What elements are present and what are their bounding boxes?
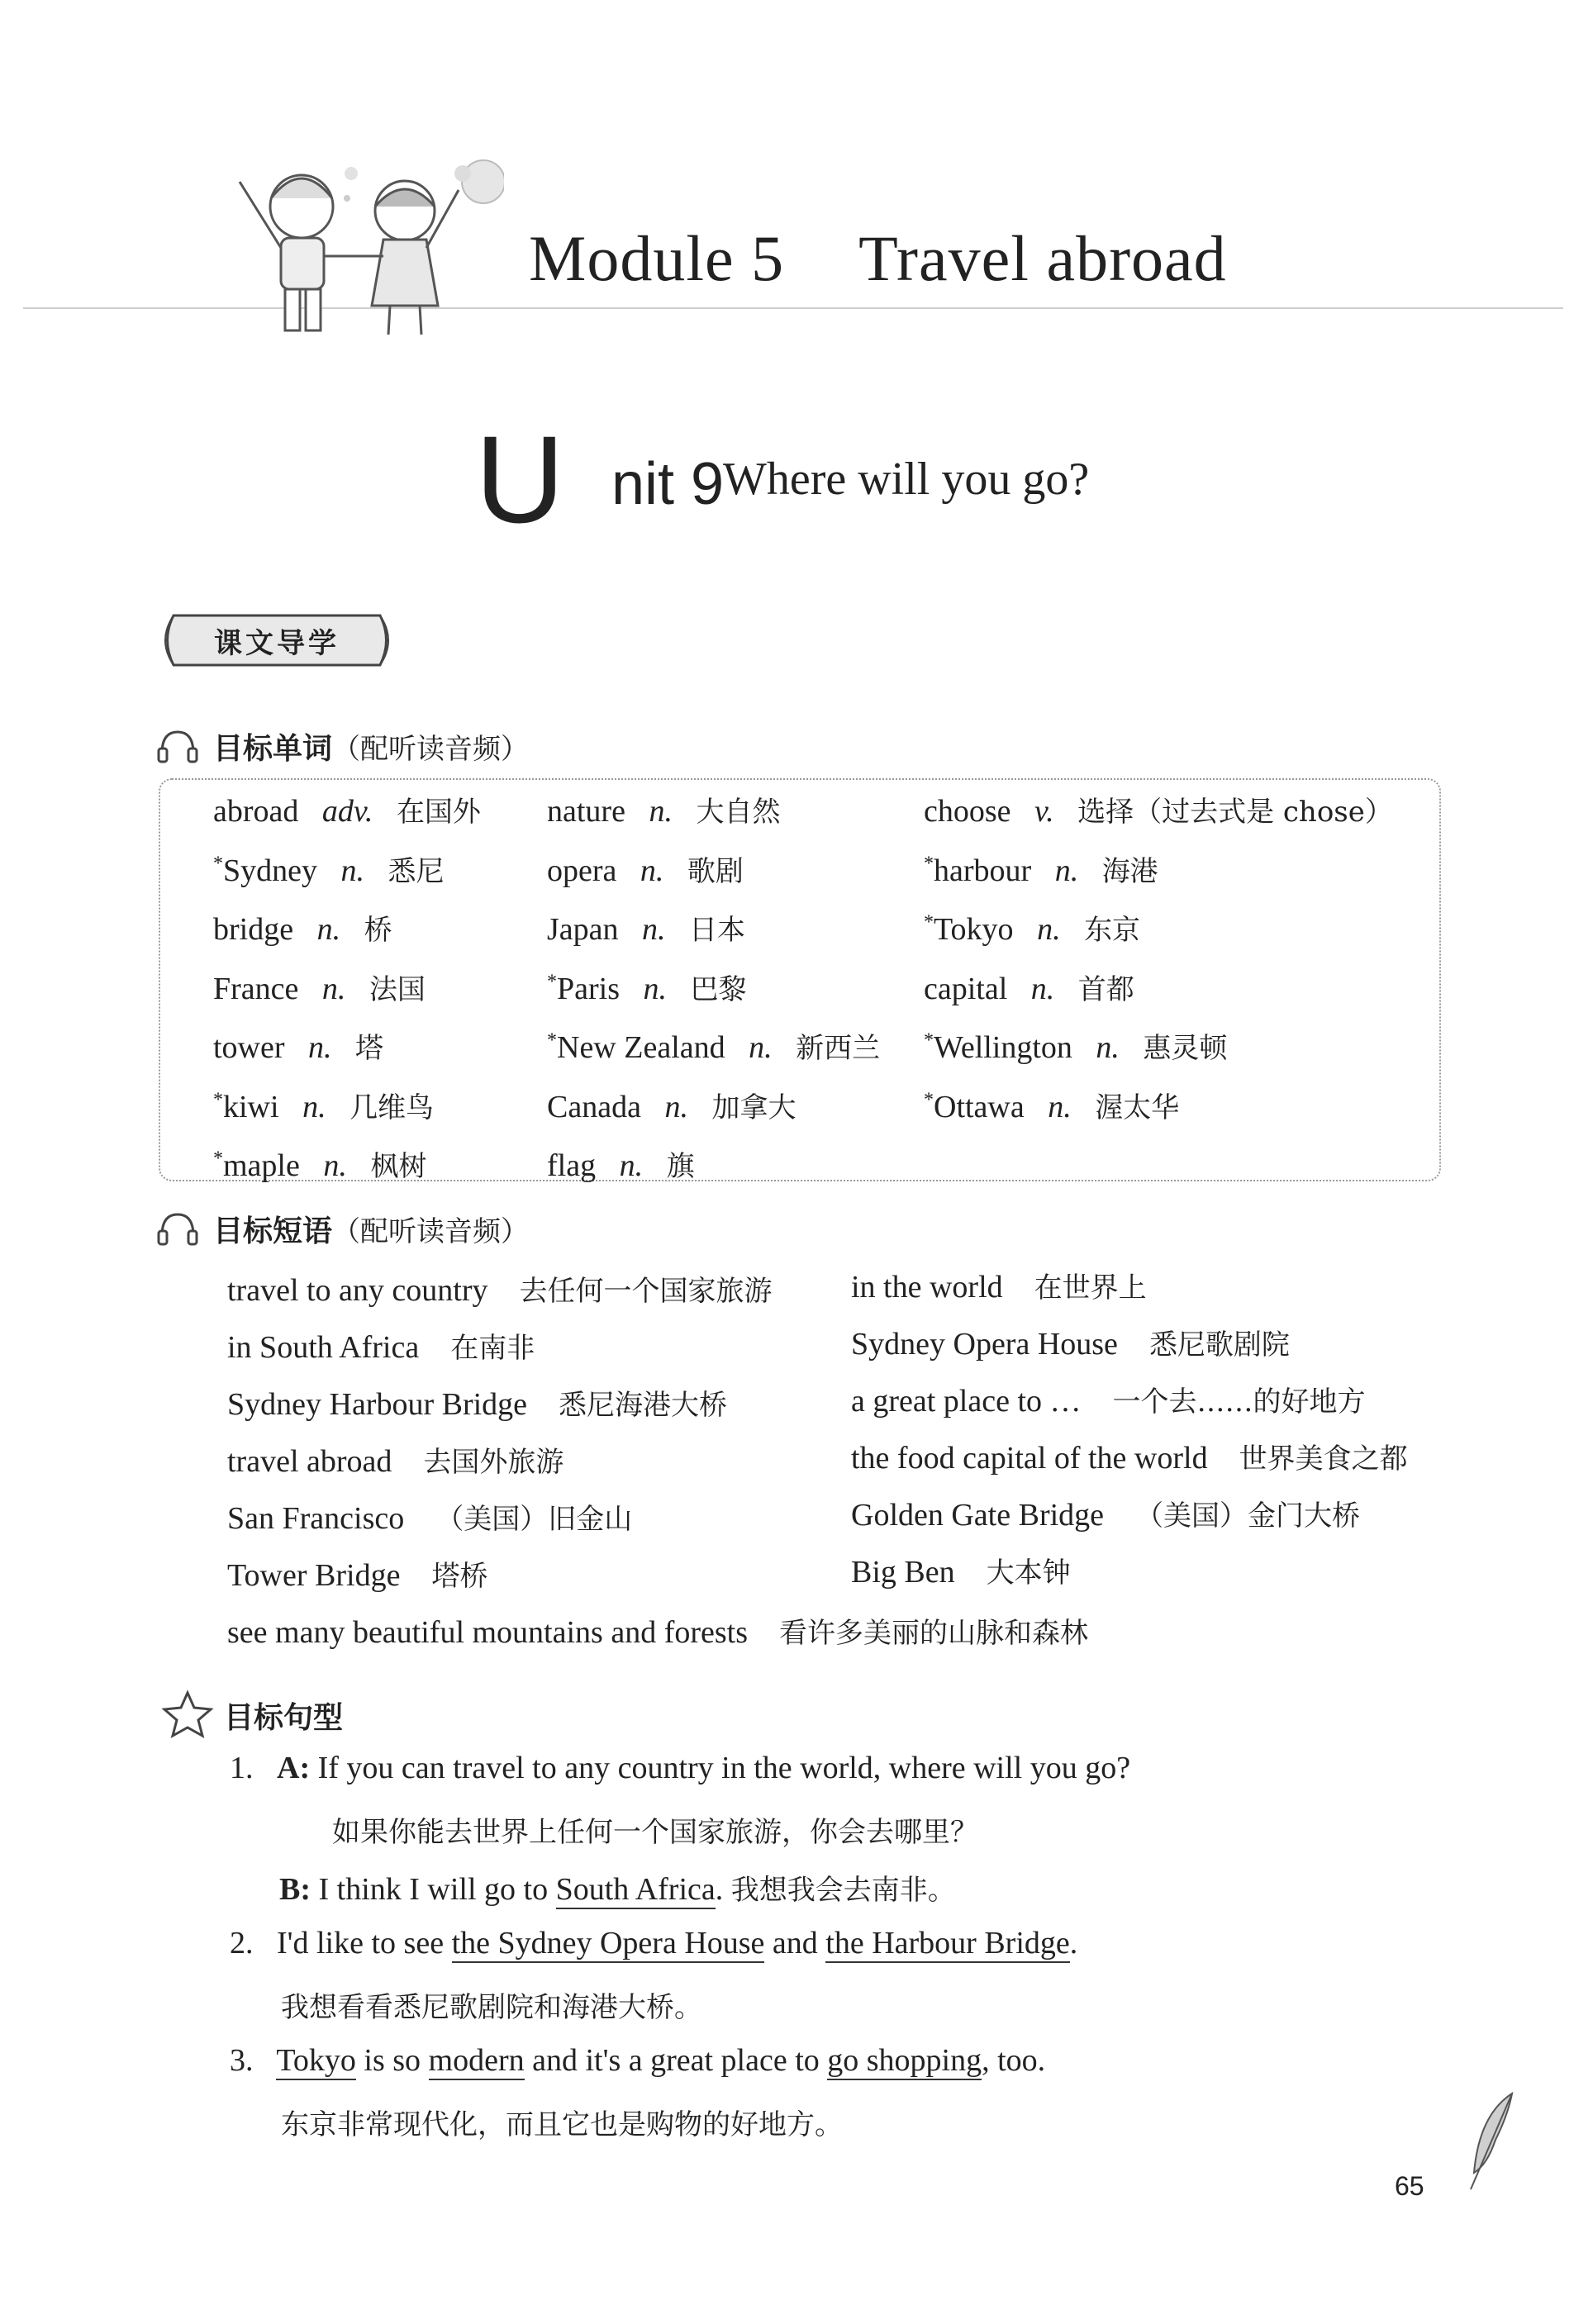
vocab-pos: n. (1030, 971, 1055, 1006)
page-number: 65 (1395, 2171, 1424, 2201)
vocab-pos: n. (323, 1148, 347, 1183)
sentence-number: 1. (230, 1751, 254, 1785)
phrase-item (227, 1268, 773, 1309)
vocab-meaning: 桥 (364, 914, 392, 947)
vocab-item (924, 967, 1134, 1007)
sentence-1-a-translation (332, 1809, 978, 1850)
optional-marker: * (924, 1088, 934, 1110)
underlined-phrase: the Harbour Bridge (825, 1926, 1069, 1963)
sentence-translation: 我想看看悉尼歌剧院和海港大桥。 (281, 1991, 702, 2024)
vocab-pos: n. (1054, 853, 1079, 888)
phrase-en: Big Ben (851, 1555, 955, 1590)
sentence-1-b (279, 1867, 956, 1908)
vocab-item (547, 1143, 695, 1184)
vocab-pos: n. (302, 1089, 326, 1124)
phrase-en: in the world (851, 1270, 1003, 1305)
vocab-item (547, 848, 744, 889)
vocab-item (924, 1085, 1179, 1125)
vocab-pos: v. (1034, 794, 1054, 829)
vocab-item (547, 789, 780, 829)
phrase-zh: 在世界上 (1034, 1271, 1147, 1305)
sentence-text: If you can travel to any country in the world, where will you go? (317, 1751, 1131, 1785)
phrase-zh: 去国外旅游 (423, 1446, 564, 1479)
underlined-phrase: South Africa (556, 1872, 716, 1909)
phrase-item (851, 1379, 1366, 1419)
vocab-word: Tokyo (934, 912, 1014, 947)
vocab-meaning: 日本 (689, 914, 746, 947)
sentence-text: . (715, 1872, 724, 1907)
sentence-text: I'd like to see (277, 1926, 445, 1960)
vocab-word: opera (547, 853, 617, 888)
sentence-text: and (772, 1926, 818, 1960)
vocab-pos: n. (643, 971, 667, 1006)
vocab-pos: n. (340, 853, 364, 888)
phrase-item (851, 1493, 1360, 1533)
vocab-meaning: 惠灵顿 (1143, 1032, 1228, 1065)
vocab-item (924, 1025, 1227, 1066)
phrase-zh: 悉尼海港大桥 (559, 1389, 728, 1422)
vocab-item (213, 1085, 434, 1125)
unit-initial: U (475, 410, 565, 549)
vocab-word: Sydney (223, 853, 317, 888)
phrase-zh: 去任何一个国家旅游 (519, 1275, 773, 1308)
vocab-item (213, 1143, 426, 1184)
vocab-meaning: 在国外 (396, 796, 481, 829)
underlined-phrase: Tokyo (276, 2043, 356, 2080)
phrase-item (227, 1496, 632, 1537)
vocab-item (924, 789, 1393, 829)
optional-marker: * (547, 1029, 557, 1052)
sentence-1-a (230, 1750, 1130, 1786)
vocab-meaning: 东京 (1084, 914, 1141, 947)
vocab-meaning: 几维鸟 (350, 1091, 435, 1124)
module-name: Travel abroad (858, 222, 1227, 294)
unit-subtitle: Where will you go? (723, 454, 1090, 505)
vocab-pos: n. (749, 1030, 773, 1065)
vocab-pos: n. (649, 794, 673, 829)
phrase-en: see many beautiful mountains and forests (227, 1615, 749, 1650)
vocab-item (547, 1085, 796, 1125)
kids-illustration (207, 140, 504, 355)
vocab-word: France (213, 971, 299, 1006)
phrase-item (851, 1265, 1147, 1305)
vocab-word: flag (547, 1148, 597, 1183)
sentence-text: . (1069, 1926, 1078, 1960)
vocab-pos: n. (321, 971, 346, 1006)
vocab-word: kiwi (223, 1089, 279, 1124)
phrase-en: travel abroad (227, 1444, 392, 1479)
vocab-meaning: 渥太华 (1095, 1091, 1180, 1124)
underlined-phrase: modern (429, 2043, 525, 2080)
vocab-item (547, 907, 745, 948)
optional-marker: * (924, 852, 934, 874)
speaker-label: B: (279, 1872, 311, 1907)
phrase-item (851, 1436, 1408, 1476)
phrase-item (227, 1553, 487, 1594)
phrase-item (227, 1439, 563, 1480)
vocab-heading-title: 目标单词 (213, 732, 333, 766)
vocab-item (213, 967, 426, 1007)
phrase-zh: 一个去……的好地方 (1112, 1385, 1366, 1419)
vocab-meaning: 歌剧 (687, 854, 744, 888)
sentence-3 (230, 2042, 1045, 2079)
phrase-item (851, 1322, 1290, 1362)
vocab-meaning: 选择（过去式是 chose） (1077, 796, 1393, 829)
vocab-pos: n. (640, 853, 664, 888)
sentence-translation: 我想我会去南非。 (730, 1874, 956, 1907)
vocab-word: tower (213, 1030, 285, 1065)
vocab-item (213, 1025, 383, 1066)
vocab-meaning: 首都 (1077, 972, 1134, 1006)
vocab-meaning: 旗 (666, 1150, 695, 1183)
vocab-pos: n. (308, 1030, 332, 1065)
optional-marker: * (213, 1088, 223, 1110)
sentence-text: and it's a great place to (532, 2043, 820, 2078)
vocab-meaning: 巴黎 (690, 972, 747, 1006)
phrase-zh: 大本钟 (986, 1556, 1071, 1590)
feather-icon (1462, 2090, 1520, 2198)
vocab-item (547, 967, 747, 1007)
phrase-en: San Francisco (227, 1501, 405, 1536)
optional-marker: * (924, 1029, 934, 1052)
vocab-item (547, 1025, 880, 1066)
headphone-icon (155, 1210, 200, 1246)
vocab-meaning: 新西兰 (796, 1032, 881, 1065)
module-label: Module 5 (529, 222, 785, 294)
vocab-item (924, 848, 1158, 889)
vocab-pos: n. (1096, 1030, 1120, 1065)
headphone-icon (155, 727, 200, 763)
vocab-pos: n. (316, 912, 341, 947)
banner-label: 课文导学 (214, 626, 340, 660)
phrases-heading-title: 目标短语 (213, 1214, 333, 1248)
phrase-zh: 看许多美丽的山脉和森林 (779, 1617, 1089, 1650)
vocab-word: Paris (557, 971, 620, 1006)
phrase-zh: 在南非 (450, 1332, 535, 1365)
speaker-label: A: (277, 1751, 311, 1785)
vocab-word: abroad (213, 794, 299, 829)
vocab-word: Ottawa (934, 1089, 1025, 1124)
phrase-zh: （美国）金门大桥 (1135, 1499, 1361, 1533)
phrases-heading-note: （配听读音频） (332, 1215, 530, 1248)
sentence-2-translation (281, 1984, 702, 2025)
phrase-zh: 塔桥 (431, 1560, 488, 1593)
vocab-pos: n. (642, 912, 666, 947)
vocab-word: Wellington (934, 1030, 1072, 1065)
sentence-number: 3. (230, 2043, 254, 2078)
vocab-meaning: 悉尼 (388, 854, 445, 888)
vocab-item (213, 848, 445, 889)
section-banner (157, 607, 397, 673)
sentences-heading-title: 目标句型 (224, 1701, 344, 1735)
vocab-word: choose (924, 794, 1011, 829)
unit-number: nit 9 (611, 451, 725, 517)
module-title (529, 221, 1227, 296)
star-icon (161, 1690, 214, 1739)
underlined-phrase: the Sydney Opera House (452, 1926, 765, 1963)
sentence-text: I think I will go to (318, 1872, 549, 1907)
vocab-word: Japan (547, 912, 619, 947)
vocab-pos: adv. (321, 794, 373, 829)
optional-marker: * (547, 970, 557, 992)
sentence-3-translation (281, 2102, 843, 2142)
vocab-meaning: 塔 (355, 1032, 384, 1065)
phrase-en: Tower Bridge (227, 1558, 401, 1593)
optional-marker: * (924, 911, 934, 934)
vocab-item (924, 907, 1140, 948)
vocab-meaning: 加拿大 (711, 1091, 796, 1124)
phrase-en: in South Africa (227, 1330, 420, 1365)
vocab-word: nature (547, 794, 625, 829)
phrase-en: travel to any country (227, 1273, 488, 1308)
vocab-word: bridge (213, 912, 294, 947)
vocab-pos: n. (619, 1148, 644, 1183)
vocab-word: harbour (934, 853, 1032, 888)
phrase-en: Sydney Opera House (851, 1327, 1118, 1362)
phrase-item (227, 1382, 727, 1423)
underlined-phrase: go shopping (827, 2043, 982, 2080)
optional-marker: * (213, 1148, 223, 1170)
phrase-en: Golden Gate Bridge (851, 1498, 1105, 1533)
vocab-word: maple (223, 1148, 300, 1183)
phrase-zh: 悉尼歌剧院 (1148, 1328, 1290, 1362)
sentence-translation: 如果你能去世界上任何一个国家旅游，你会去哪里？ (332, 1816, 978, 1849)
optional-marker: * (213, 852, 223, 874)
vocab-item (213, 789, 481, 829)
sentence-text: , too. (982, 2043, 1046, 2078)
vocab-meaning: 枫树 (370, 1150, 427, 1183)
phrase-item (227, 1610, 1088, 1651)
vocab-heading-note: （配听读音频） (332, 733, 530, 766)
phrase-en: the food capital of the world (851, 1441, 1208, 1476)
phrase-item (227, 1325, 535, 1366)
phrase-zh: （美国）旧金山 (435, 1503, 633, 1536)
vocab-meaning: 海港 (1101, 854, 1158, 888)
vocab-pos: n. (1037, 912, 1061, 947)
vocab-pos: n. (664, 1089, 688, 1124)
vocab-word: capital (924, 971, 1008, 1006)
phrase-item (851, 1550, 1071, 1590)
vocab-meaning: 法国 (369, 972, 426, 1006)
phrase-zh: 世界美食之都 (1239, 1442, 1408, 1476)
vocab-item (213, 907, 392, 948)
vocab-word: Canada (547, 1089, 641, 1124)
sentence-2 (230, 1925, 1077, 1961)
sentence-number: 2. (230, 1926, 254, 1960)
vocab-word: New Zealand (557, 1030, 725, 1065)
vocab-pos: n. (1048, 1089, 1072, 1124)
phrase-en: a great place to … (851, 1384, 1082, 1419)
vocab-meaning: 大自然 (696, 796, 781, 829)
sentence-translation: 东京非常现代化，而且它也是购物的好地方。 (281, 2108, 843, 2141)
phrase-en: Sydney Harbour Bridge (227, 1387, 528, 1422)
sentence-text: is so (364, 2043, 421, 2078)
